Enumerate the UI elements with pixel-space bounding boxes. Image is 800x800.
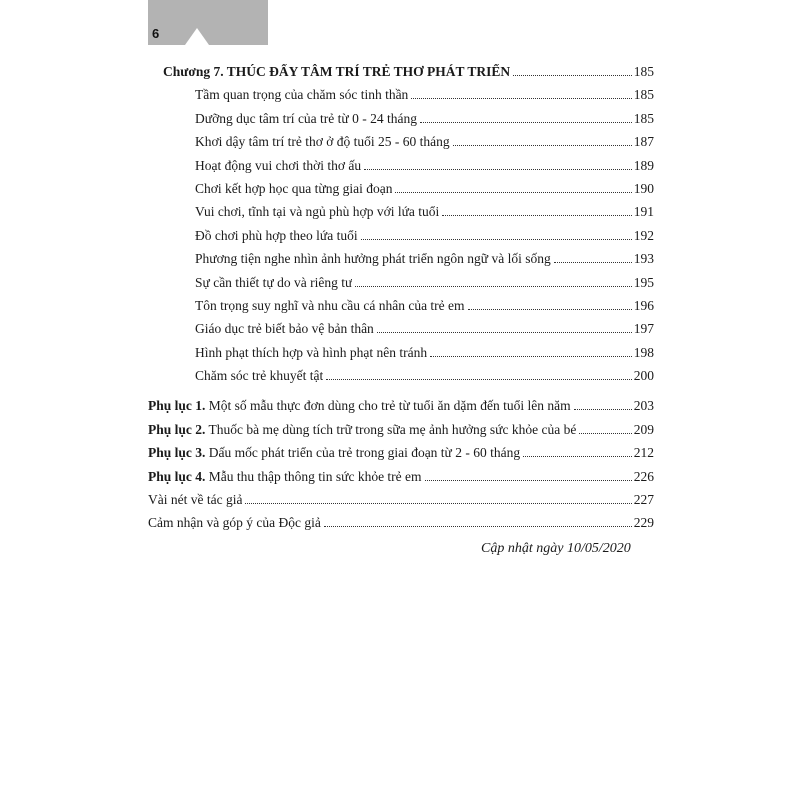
- toc-extra-entry[interactable]: [148, 492, 654, 515]
- toc-page-number: 195: [633, 274, 654, 290]
- toc-entry-prefix: Phụ lục 3.: [148, 445, 206, 461]
- toc-entry-text: Thuốc bà mẹ dùng tích trữ trong sữa mẹ ảnh hưởng sức khỏe của bé: [205, 421, 577, 437]
- toc-entry-label: Tôn trọng suy nghĩ và nhu cầu cá nhân của trẻ em: [195, 297, 465, 313]
- toc-section-entry[interactable]: [148, 345, 654, 368]
- dot-leader: [361, 239, 632, 240]
- toc-page-number: 185: [633, 87, 654, 103]
- toc-page-number: 197: [633, 321, 654, 337]
- dot-leader: [395, 192, 631, 193]
- toc-page-number: 212: [633, 445, 654, 461]
- toc-section-entry[interactable]: [148, 204, 654, 227]
- toc-entry-label: Chăm sóc trẻ khuyết tật: [195, 368, 324, 384]
- toc-page-number: 189: [633, 157, 654, 173]
- page-number: 6: [152, 26, 160, 41]
- toc-appendix-entry[interactable]: [148, 469, 654, 492]
- toc-section-entry[interactable]: [148, 321, 654, 344]
- toc-entry-label: [148, 398, 571, 414]
- dot-leader: [513, 75, 632, 76]
- toc-section-entry[interactable]: [148, 228, 654, 251]
- toc-section-entry[interactable]: [148, 111, 654, 134]
- toc-page-number: 229: [633, 515, 654, 531]
- toc-entry-prefix: Phụ lục 4.: [148, 468, 206, 484]
- toc-entry-label: Tầm quan trọng của chăm sóc tinh thần: [195, 87, 409, 103]
- toc-entry-label: [148, 469, 422, 485]
- toc-page-number: 198: [633, 344, 654, 360]
- toc-page-number: 193: [633, 251, 654, 267]
- toc-chapter-title: Chương 7. THÚC ĐẨY TÂM TRÍ TRẺ THƠ PHÁT TRIỂN: [163, 64, 511, 79]
- toc-entry-label: Giáo dục trẻ biết bảo vệ bản thân: [195, 321, 374, 337]
- dot-leader: [324, 526, 632, 527]
- table-of-contents: [148, 64, 654, 539]
- dot-leader: [453, 145, 632, 146]
- dot-leader: [554, 262, 632, 263]
- dot-leader: [574, 409, 632, 410]
- toc-extra-entry[interactable]: [148, 515, 654, 538]
- toc-entry-label: Vui chơi, tĩnh tại và ngủ phù hợp với lứa tuổi: [195, 204, 440, 220]
- toc-page-number: 185: [633, 64, 654, 79]
- toc-page-number: 203: [633, 398, 654, 414]
- page-tab-notch: [185, 28, 209, 45]
- toc-page-number: 200: [633, 368, 654, 384]
- toc-chapter-7[interactable]: [148, 64, 654, 87]
- toc-section-entry[interactable]: [148, 134, 654, 157]
- toc-appendix-entry[interactable]: [148, 445, 654, 468]
- toc-entry-label: [148, 422, 576, 438]
- dot-leader: [377, 332, 632, 333]
- dot-leader: [442, 215, 631, 216]
- toc-appendix-entry[interactable]: [148, 422, 654, 445]
- toc-entry-label: Chơi kết hợp học qua từng giai đoạn: [195, 180, 393, 196]
- toc-page-number: 227: [633, 492, 654, 508]
- toc-entry-label: Cảm nhận và góp ý của Độc giả: [148, 515, 321, 531]
- toc-section-entry[interactable]: [148, 298, 654, 321]
- toc-extra-items: [148, 492, 654, 539]
- toc-page-number: 191: [633, 204, 654, 220]
- toc-page-number: 192: [633, 227, 654, 243]
- toc-entry-label: Phương tiện nghe nhìn ảnh hưởng phát triển ngôn ngữ và lối sống: [195, 251, 551, 267]
- toc-chapter-items: [148, 87, 654, 391]
- toc-entry-label: Đồ chơi phù hợp theo lứa tuổi: [195, 227, 358, 243]
- toc-section-entry[interactable]: [148, 368, 654, 391]
- dot-leader: [326, 379, 632, 380]
- toc-page-number: 187: [633, 134, 654, 150]
- dot-leader: [420, 122, 632, 123]
- dot-leader: [430, 356, 632, 357]
- toc-entry-text: Dấu mốc phát triển của trẻ trong giai đoạn từ 2 - 60 tháng: [205, 445, 521, 461]
- toc-entry-label: Sự cần thiết tự do và riêng tư: [195, 274, 353, 290]
- toc-section-entry[interactable]: [148, 158, 654, 181]
- toc-entry-label: [148, 445, 520, 461]
- toc-page-number: 196: [633, 297, 654, 313]
- toc-appendix-entry[interactable]: [148, 398, 654, 421]
- toc-section-entry[interactable]: [148, 275, 654, 298]
- dot-leader: [523, 456, 632, 457]
- dot-leader: [355, 286, 631, 287]
- toc-entry-prefix: Phụ lục 2.: [148, 421, 206, 437]
- toc-entry-label: Hoạt động vui chơi thời thơ ấu: [195, 157, 362, 173]
- toc-entry-text: Mẫu thu thập thông tin sức khỏe trẻ em: [205, 468, 422, 484]
- dot-leader: [364, 169, 632, 170]
- toc-entry-label: Vài nét về tác giả: [148, 492, 243, 508]
- dot-leader: [411, 98, 631, 99]
- toc-entry-label: Hình phạt thích hợp và hình phạt nên tránh: [195, 344, 428, 360]
- toc-page-number: 190: [633, 180, 654, 196]
- toc-page-number: 209: [633, 421, 654, 437]
- dot-leader: [425, 480, 632, 481]
- toc-section-entry[interactable]: [148, 87, 654, 110]
- toc-entry-prefix: Phụ lục 1.: [148, 398, 206, 414]
- toc-section-entry[interactable]: [148, 251, 654, 274]
- dot-leader: [579, 433, 631, 434]
- toc-section-entry[interactable]: [148, 181, 654, 204]
- toc-page-number: 226: [633, 468, 654, 484]
- dot-leader: [468, 309, 632, 310]
- toc-appendix-items: [148, 398, 654, 492]
- toc-entry-label: Khơi dậy tâm trí trẻ thơ ở độ tuổi 25 - 60 tháng: [195, 134, 450, 150]
- toc-entry-text: Một số mẫu thực đơn dùng cho trẻ từ tuổi ăn dặm đến tuổi lên năm: [205, 398, 571, 414]
- toc-page-number: 185: [633, 110, 654, 126]
- toc-entry-label: Dưỡng dục tâm trí của trẻ từ 0 - 24 tháng: [195, 110, 417, 126]
- dot-leader: [245, 503, 631, 504]
- updated-date: Cập nhật ngày 10/05/2020: [481, 541, 631, 556]
